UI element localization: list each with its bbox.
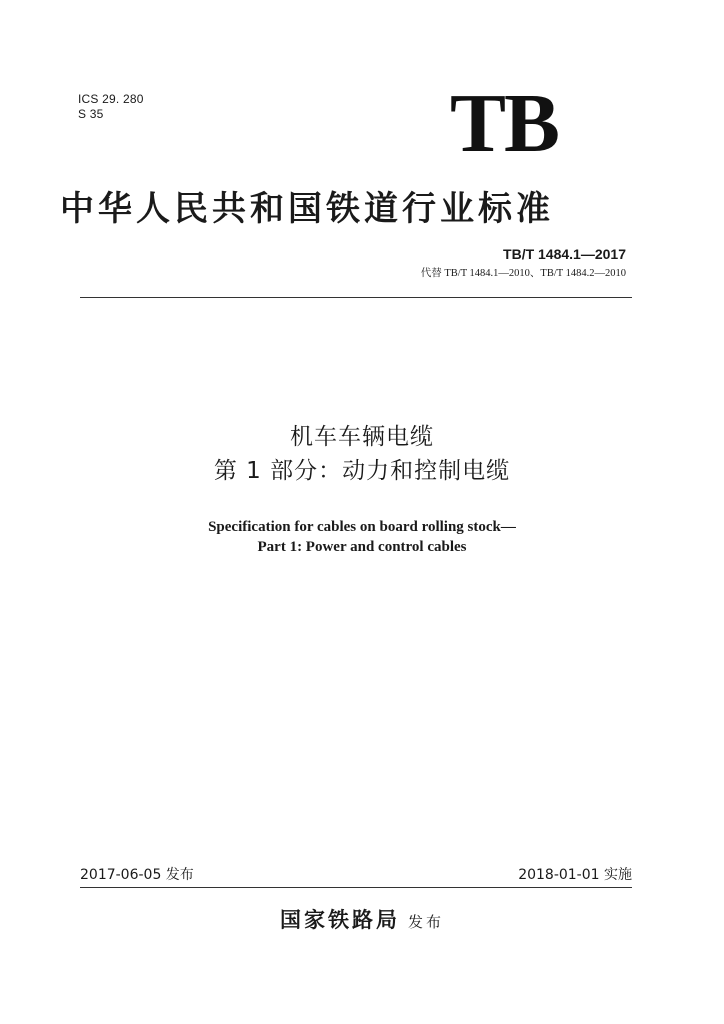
publisher-line (0, 906, 724, 936)
standard-type-heading: 中华人民共和国铁道行业标准 (60, 189, 554, 229)
classification-codes (78, 92, 144, 122)
issue-date: 2017-06-05 发布 (80, 867, 194, 883)
implementation-date: 2018-01-01 实施 (518, 867, 632, 883)
publisher-action: 发布 (407, 913, 444, 931)
ics-code: ICS 29. 280 (78, 92, 144, 106)
standard-number: TB/T 1484.1—2017 (503, 246, 626, 262)
title-en-line2: Part 1: Power and control cables (257, 539, 467, 555)
title-en-line1: Specification for cables on board rolling stock— (208, 519, 516, 535)
tb-logo: TB (450, 77, 559, 170)
bottom-divider (80, 887, 632, 888)
replaces-standards: 代替 TB/T 1484.1—2010、TB/T 1484.2—2010 (420, 268, 626, 279)
top-divider (80, 297, 632, 298)
title-cn-line2: 第 1 部分：动力和控制电缆 (213, 458, 511, 484)
ccs-code: S 35 (78, 107, 104, 121)
publisher-name: 国家铁路局 (279, 908, 400, 932)
title-cn-line1: 机车车辆电缆 (290, 424, 434, 450)
